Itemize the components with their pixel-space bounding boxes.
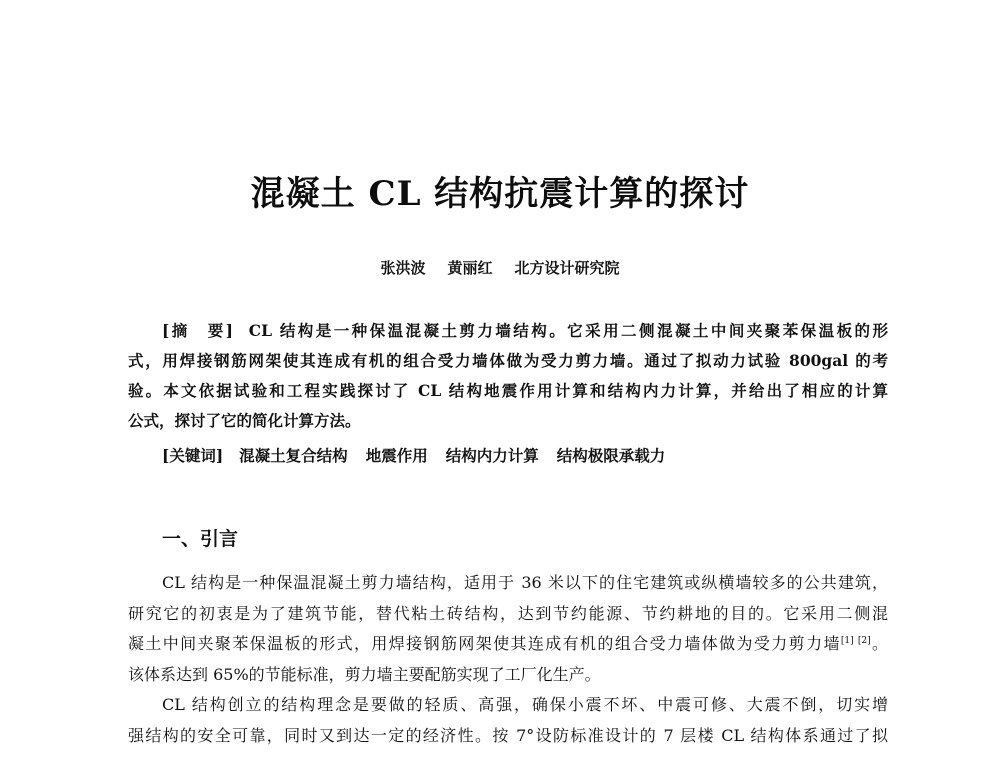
abstract-label: [摘 要] — [162, 321, 234, 340]
keywords — [162, 441, 683, 471]
abstract-line-1 — [128, 316, 888, 346]
keyword-2: 地震作用 — [365, 446, 428, 465]
keyword-1: 混凝土复合结构 — [239, 446, 348, 465]
keyword-3: 结构内力计算 — [445, 446, 539, 465]
author-affiliation: 北方设计研究院 — [514, 259, 620, 277]
author-2: 黄丽红 — [447, 259, 493, 277]
citation-marker: [1] [2] — [840, 636, 871, 646]
paper-title: 混凝土 CL 结构抗震计算的探讨 — [250, 174, 750, 214]
body-line-3 — [128, 629, 888, 660]
body-text — [128, 568, 888, 751]
keywords-label: [关键词] — [162, 446, 224, 465]
body-line-2: 研究它的初衷是为了建筑节能，替代粘土砖结构，达到节约能源、节约耕地的目的。它采用二侧混 — [128, 603, 888, 623]
body-line-5: CL 结构创立的结构理念是要做的轻质、高强，确保小震不坏、中震可修、大震不倒，切实增 — [162, 695, 888, 714]
body-line-4: 该体系达到 65%的节能标准，剪力墙主要配筋实现了工厂化生产。 — [128, 664, 601, 684]
abstract — [128, 316, 888, 436]
author-1: 张洪波 — [380, 259, 426, 277]
abstract-line-2: 式，用焊接钢筋网架使其连成有机的组合受力墙体做为受力剪力墙。通过了拟动力试验 800gal 的考 — [128, 351, 888, 370]
body-line-1: CL 结构是一种保温混凝土剪力墙结构，适用于 36 米以下的住宅建筑或纵横墙较多的公共建筑， — [162, 573, 888, 592]
keyword-4: 结构极限承载力 — [556, 446, 666, 465]
abstract-line-3: 验。本文依据试验和工程实践探讨了 CL 结构地震作用计算和结构内力计算，并给出了相应的计算 — [128, 381, 888, 400]
body-line-3-text: 凝土中间夹聚苯保温板的形式，用焊接钢筋网架使其连成有机的组合受力墙体做为受力剪力墙 — [128, 634, 841, 653]
section-heading: 一、引言 — [162, 528, 239, 550]
abstract-text-1: CL 结构是一种保温混凝土剪力墙结构。它采用二侧混凝土中间夹聚苯保温板的形 — [248, 321, 889, 340]
abstract-line-4: 公式，探讨了它的简化计算方法。 — [128, 411, 361, 430]
author-line — [0, 257, 1000, 278]
citation-tail: 。 — [870, 634, 888, 653]
body-line-6: 强结构的安全可靠，同时又到达一定的经济性。按 7°设防标准设计的 7 层楼 CL 结构体系通过了拟 — [128, 725, 888, 745]
